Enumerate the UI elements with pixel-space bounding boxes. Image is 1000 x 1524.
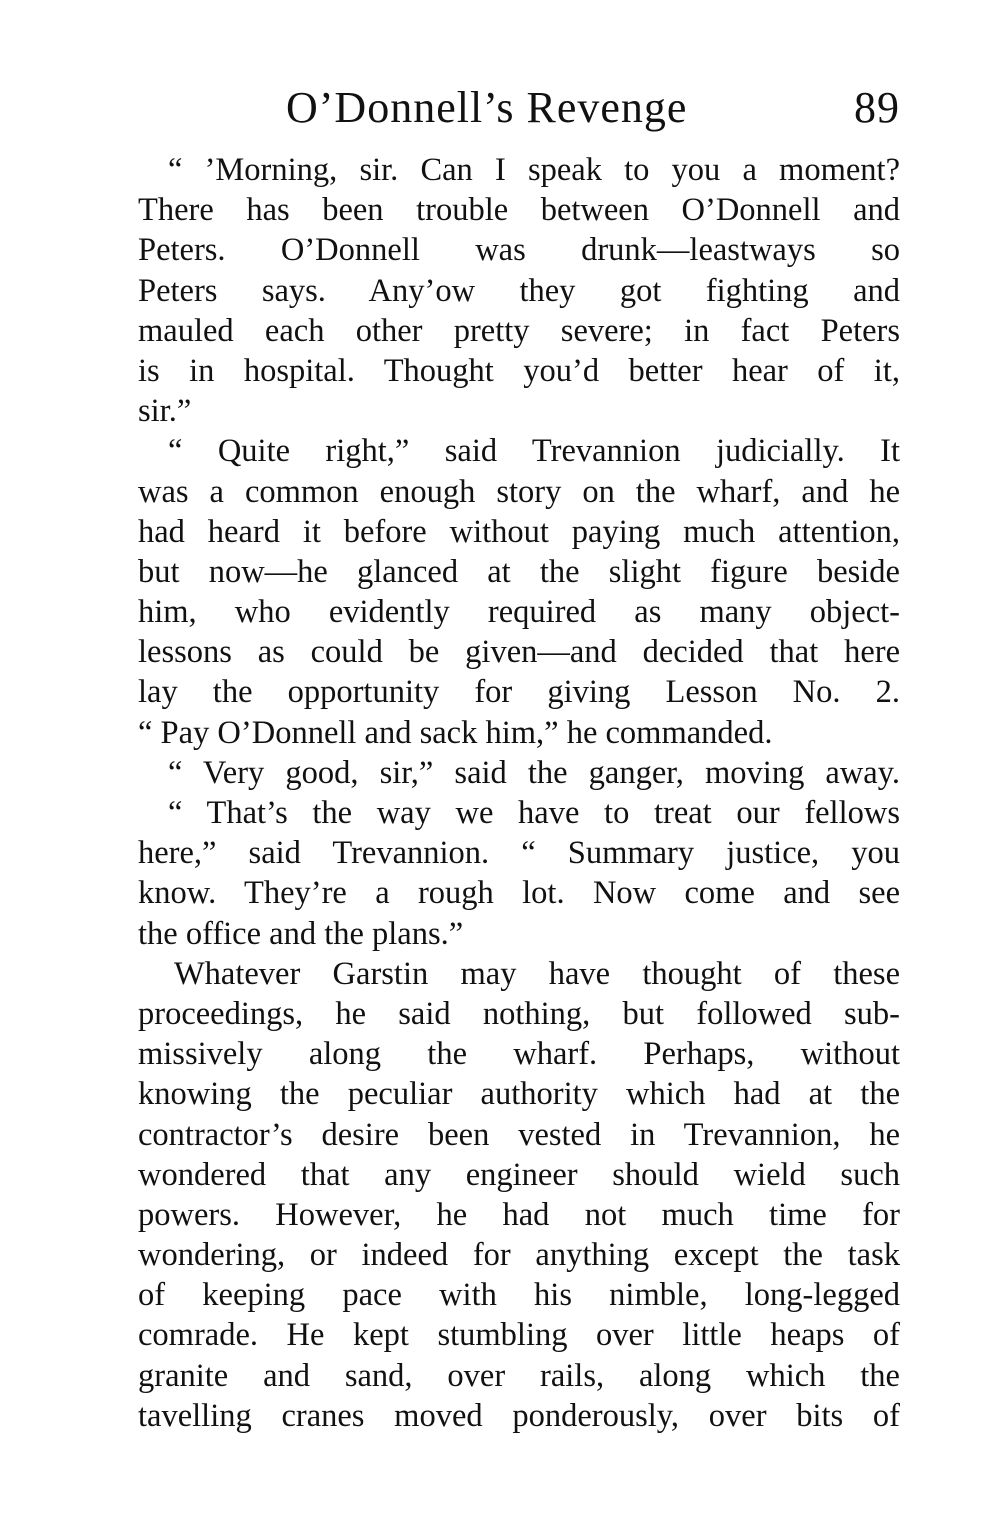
page-number: 89 (854, 83, 900, 132)
text-line: had heard it before without paying much attention, (138, 513, 900, 550)
text-line: here,” said Trevannion. “ Summary justice, you (138, 835, 900, 872)
text-line: knowing the peculiar authority which had at the (138, 1076, 900, 1113)
text-line: tavelling cranes moved ponderously, over bits of (138, 1397, 900, 1434)
text-line: is in hospital. Thought you’d better hear of it, (138, 352, 900, 389)
text-line: know. They’re a rough lot. Now come and see (138, 875, 900, 912)
text-line: powers. However, he had not much time for (138, 1196, 900, 1233)
text-line: mauled each other pretty severe; in fact Peters (138, 312, 900, 349)
text-line: proceedings, he said nothing, but followed sub- (138, 995, 900, 1032)
text-line: “ Pay O’Donnell and sack him,” he commanded. (138, 714, 773, 751)
text-line: him, who evidently required as many object- (138, 594, 900, 631)
text-line: was a common enough story on the wharf, and he (138, 473, 900, 510)
body-text (138, 150, 900, 1436)
text-line: lay the opportunity for giving Lesson No. 2. (138, 674, 900, 711)
text-line: the office and the plans.” (138, 915, 464, 952)
text-line: There has been trouble between O’Donnell and (138, 192, 900, 229)
text-line: lessons as could be given—and decided that here (138, 634, 900, 671)
text-line: “ Very good, sir,” said the ganger, moving away. (168, 754, 900, 791)
text-line: Peters. O’Donnell was drunk—leastways so (138, 232, 900, 269)
text-line: contractor’s desire been vested in Trevannion, he (138, 1116, 900, 1153)
text-line: Whatever Garstin may have thought of these (174, 955, 900, 992)
text-line: sir.” (138, 393, 192, 430)
text-line: of keeping pace with his nimble, long-legged (138, 1277, 900, 1314)
text-line: missively along the wharf. Perhaps, without (138, 1036, 900, 1073)
running-title: O’Donnell’s Revenge (286, 83, 688, 132)
text-line: “ That’s the way we have to treat our fellows (168, 795, 900, 831)
text-line: wondering, or indeed for anything except the task (138, 1237, 900, 1274)
text-line: wondered that any engineer should wield such (138, 1156, 900, 1193)
text-line: granite and sand, over rails, along which the (138, 1357, 900, 1394)
running-head (138, 78, 900, 138)
text-line: Peters says. Any’ow they got fighting and (138, 272, 900, 309)
text-line: “ ’Morning, sir. Can I speak to you a moment? (168, 152, 900, 188)
text-line: comrade. He kept stumbling over little heaps of (138, 1317, 900, 1354)
text-line: “ Quite right,” said Trevannion judicially. It (168, 433, 900, 470)
text-line: but now—he glanced at the slight figure beside (138, 553, 900, 590)
